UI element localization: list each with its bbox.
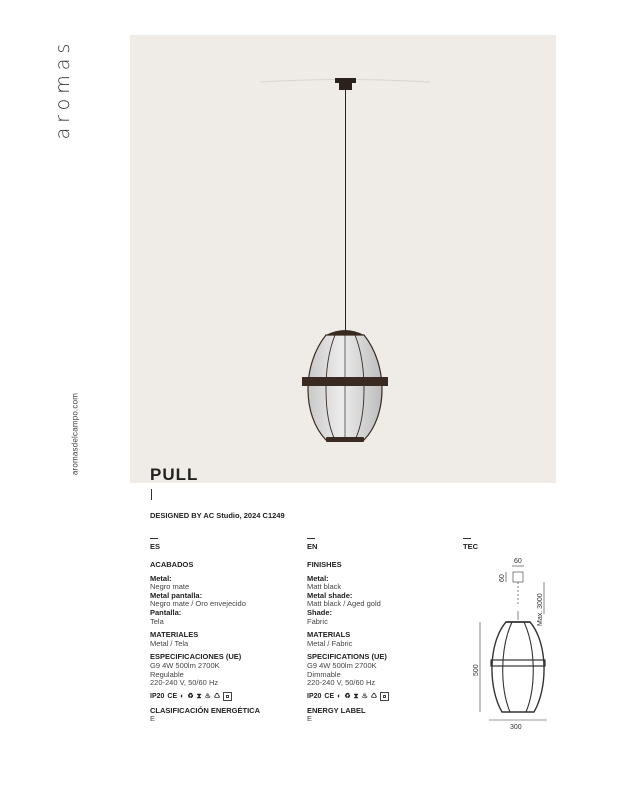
- lamp-bottom-ring: [326, 437, 364, 442]
- canopy-body: [339, 83, 352, 90]
- brand-name: aromas: [52, 38, 74, 140]
- website-text[interactable]: aromasdelcampo.com: [70, 392, 80, 476]
- metal-label: Metal:: [307, 573, 329, 583]
- recycle-icon: ♻: [344, 692, 351, 700]
- certification-icons: [150, 691, 300, 702]
- metal-label: Metal:: [150, 573, 172, 583]
- dimmable-icon: ◐: [180, 692, 185, 700]
- double-insulation-icon: [380, 692, 389, 701]
- spec-line-1: G9 4W 500lm 2700K: [307, 660, 377, 670]
- brand-logo: [48, 38, 78, 140]
- en-heading: EN: [307, 542, 318, 551]
- energy-heading: CLASIFICACIÓN ENERGÉTICA: [150, 705, 261, 715]
- tec-rule: [463, 538, 471, 539]
- shade-metal-value: Matt black / Aged gold: [307, 599, 381, 609]
- ce-mark-icon: CE: [324, 692, 335, 700]
- lamp-band: [302, 377, 388, 386]
- finishes-heading: FINISHES: [307, 560, 342, 569]
- tec-shade: [492, 622, 544, 712]
- tec-canopy: [513, 572, 523, 582]
- hourglass-icon: ⧗: [196, 692, 202, 700]
- pendant-lamp-illustration: [130, 35, 556, 483]
- spec-line-2: Dimmable: [307, 669, 341, 679]
- shade-label: Pantalla:: [150, 607, 182, 617]
- shade-value: Tela: [150, 616, 164, 626]
- spec-column-en: [307, 561, 457, 724]
- tec-band: [491, 660, 545, 666]
- title-divider: [151, 489, 152, 500]
- tec-rib-left: [503, 622, 512, 712]
- designer-credit: DESIGNED BY AC Studio, 2024 C1249: [150, 511, 285, 520]
- dim-canopy-height: 60: [499, 574, 506, 582]
- tec-heading: TEC: [463, 542, 478, 551]
- energy-value: E: [307, 714, 313, 724]
- ip-rating: IP20: [307, 692, 322, 700]
- technical-drawing: [462, 548, 562, 730]
- specs-heading: ESPECIFICACIONES (UE): [150, 652, 242, 662]
- es-rule: [150, 538, 158, 539]
- spec-line-1: G9 4W 500lm 2700K: [150, 660, 220, 670]
- en-rule: [307, 538, 315, 539]
- dim-canopy-width: 60: [514, 558, 522, 565]
- spec-line-2: Regulable: [150, 669, 184, 679]
- materials-value: Metal / Fabric: [307, 638, 353, 648]
- weee-icon: ♺: [213, 692, 221, 700]
- energy-value: E: [150, 714, 156, 724]
- metal-value: Matt black: [307, 582, 342, 592]
- materials-heading: MATERIALS: [307, 630, 351, 640]
- weee-icon: ♺: [370, 692, 378, 700]
- shade-metal-label: Metal pantalla:: [150, 590, 203, 600]
- recycle-icon: ♻: [187, 692, 194, 700]
- shade-label: Shade:: [307, 607, 333, 617]
- flame-icon: ♨: [204, 692, 211, 700]
- dim-cable-max: Max. 3000: [537, 593, 544, 626]
- website-vertical: [68, 386, 82, 482]
- ce-mark-icon: CE: [167, 692, 178, 700]
- spec-column-es: [150, 561, 300, 724]
- ip-rating: IP20: [150, 692, 165, 700]
- specs-heading: SPECIFICATIONS (UE): [307, 652, 387, 662]
- spec-line-3: 220-240 V, 50/60 Hz: [307, 678, 376, 688]
- product-title: PULL: [150, 465, 199, 484]
- certification-icons: [307, 691, 457, 702]
- dim-shade-height: 500: [473, 664, 480, 676]
- flame-icon: ♨: [361, 692, 368, 700]
- ceiling-canopy: [335, 78, 356, 83]
- energy-heading: ENERGY LABEL: [307, 705, 366, 715]
- tec-rib-right: [524, 622, 533, 712]
- materials-heading: MATERIALES: [150, 630, 199, 640]
- metal-value: Negro mate: [150, 582, 190, 592]
- double-insulation-icon: [223, 692, 232, 701]
- hourglass-icon: ⧗: [353, 692, 359, 700]
- materials-value: Metal / Tela: [150, 638, 189, 648]
- finishes-heading: ACABADOS: [150, 560, 194, 569]
- product-photo: [130, 35, 556, 483]
- dimmable-icon: ◐: [337, 692, 342, 700]
- shade-metal-label: Metal shade:: [307, 590, 353, 600]
- shade-metal-value: Negro mate / Oro envejecido: [150, 599, 246, 609]
- dim-shade-width: 300: [510, 724, 522, 730]
- shade-value: Fabric: [307, 616, 328, 626]
- spec-line-3: 220-240 V, 50/60 Hz: [150, 678, 219, 688]
- es-heading: ES: [150, 542, 161, 551]
